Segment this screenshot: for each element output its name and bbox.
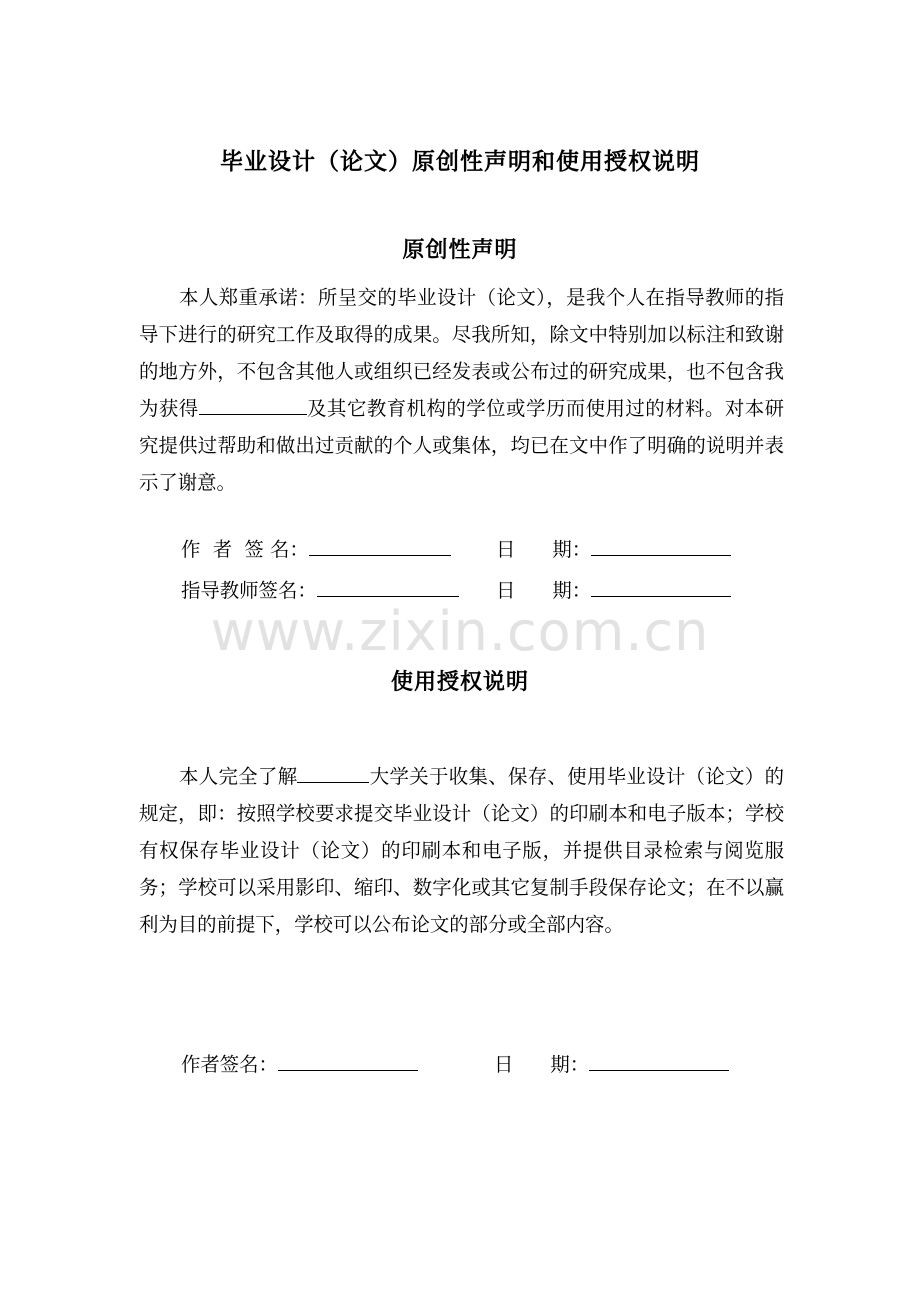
date-label: 日 期： <box>494 1053 590 1076</box>
document-title: 毕业设计（论文）原创性声明和使用授权说明 <box>220 149 700 175</box>
authorization-statement <box>139 758 784 943</box>
author-signature-line[interactable] <box>278 1048 418 1071</box>
originality-text-part1: 本人郑重承诺：所呈交的毕业设计（论文），是我个人在指导教师的指导下进行的研究工作及取得的成果。尽我所知，除文中特别加以标注和致谢的地方外，不包含其他人或组织已经发表或公布过的研究成果，也不包含我为获得 <box>139 286 784 420</box>
date-line[interactable] <box>589 1048 729 1071</box>
date-label: 日 期： <box>496 538 592 561</box>
institution-blank[interactable] <box>199 392 307 415</box>
author-signature-line[interactable] <box>309 533 451 556</box>
author-signature-label: 作 者 签 名： <box>181 538 309 561</box>
date-line[interactable] <box>591 533 731 556</box>
date-label: 日 期： <box>496 579 592 602</box>
originality-text-part2: 及其它教育机构的学位或学历而使用过的材料。对本研究提供过帮助和做出过贡献的个人或集体，均已在文中作了明确的说明并表示了谢意。 <box>139 397 785 494</box>
advisor-signature-label: 指导教师签名： <box>181 579 317 602</box>
university-blank[interactable] <box>297 760 369 783</box>
authorization-text-part2: 大学关于收集、保存、使用毕业设计（论文）的规定，即：按照学校要求提交毕业设计（论文）的印刷本和电子版本；学校有权保存毕业设计（论文）的印刷本和电子版，并提供目录检索与阅览服务；学校可以采用影印、缩印、数字化或其它复制手段保存论文；在不以赢利为目的前提下，学校可以公布论文的部分或全部内容。 <box>139 765 785 936</box>
author-signature-label: 作者签名： <box>181 1053 278 1076</box>
advisor-signature-line[interactable] <box>317 574 459 597</box>
originality-statement <box>139 279 784 501</box>
authorization-text-part1: 本人完全了解 <box>179 765 298 788</box>
date-line[interactable] <box>591 574 731 597</box>
authorization-title: 使用授权说明 <box>390 670 529 695</box>
watermark: www.zixin.com.cn <box>210 600 710 663</box>
originality-title: 原创性声明 <box>402 238 518 263</box>
